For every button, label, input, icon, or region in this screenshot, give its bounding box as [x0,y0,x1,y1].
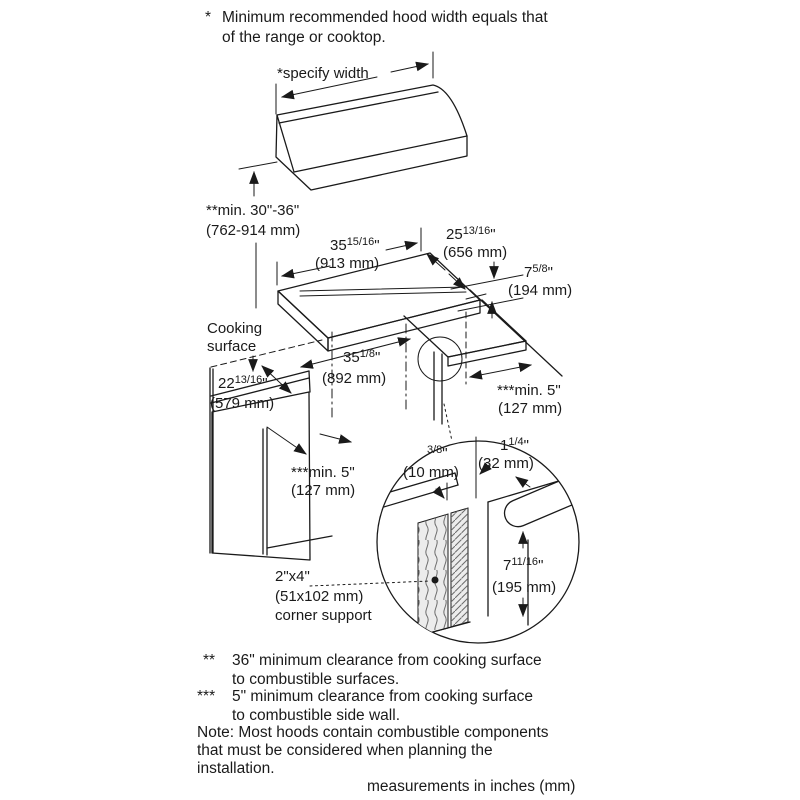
dim-arrow-b [320,434,351,442]
cabinet-interior-edge [263,428,267,555]
counter-depth-label: $22^{13/16}$" [218,374,268,392]
general-note-line2: that must be considered when planning the [197,742,493,759]
detail-depth-mm: (195 mm) [492,579,557,596]
bottom-notes [197,652,549,777]
cooktop-width-mm: (913 mm) [315,255,380,272]
cutout-width-label: $35^{1/8}$" [343,348,381,366]
corner-support-line1: 2"x4" [275,568,310,585]
hood-skirt-line [294,136,467,172]
detail-source-circle [418,337,462,381]
clearance36-line2: to combustible surfaces. [232,671,400,688]
dim-cutout-width [301,339,410,387]
general-note-line1: Note: Most hoods contain combustible components [197,724,549,741]
dim-hood-height [206,162,300,308]
corner-support-target-dot [432,577,439,584]
corner-support-line3: corner support [275,607,372,624]
side-wall-base [470,290,562,376]
detail-gap-label: $^{3/8}$" [427,444,448,462]
detail-offset-mm: (32 mm) [478,455,534,472]
dim-side-clearance-left [267,427,355,499]
dim-tick [239,162,277,169]
cabinet-bottom-edge [267,536,332,548]
dim-specify-width [276,52,433,114]
corner-post-edge [434,352,442,424]
corner-detail-view [373,436,631,643]
side-clearance-right-label: ***min. 5" [497,382,561,399]
hood-slope-edge [277,115,294,172]
detail-gap-mm: (10 mm) [403,464,459,481]
cooking-surface-line1: Cooking [207,320,263,337]
detail-hatch [451,508,468,627]
dim-arrow-right [386,243,417,250]
hood-depth-label: $7^{5/8}$" [524,263,553,281]
detail-offset-arrow-b [516,477,530,487]
top-note-marker: * [205,9,212,26]
top-note-line1: Minimum recommended hood width equals that [222,9,548,26]
hood-outline [276,85,467,190]
cooking-surface-callout [207,320,322,371]
right-counter-front-band [448,341,526,366]
clearance36-line1: 36" minimum clearance from cooking surface [232,652,542,669]
general-note-line3: installation. [197,760,275,777]
side-clearance-left-label: ***min. 5" [291,464,355,481]
cutout-left-front-corner [309,371,310,392]
dim-counter-depth [210,366,291,412]
hood-height-mm: (762-914 mm) [206,222,301,239]
specify-width-label: *specify width [277,65,369,82]
dim-arrow-a [267,427,306,454]
clearance5-marker: *** [197,688,216,705]
detail-2x4-grain [418,514,448,636]
hood-drawing [276,85,467,190]
right-counter-top [404,300,526,357]
side-clearance-left-mm: (127 mm) [291,482,356,499]
side-clearance-right-mm: (127 mm) [498,400,563,417]
detail-depth-label: $7^{11/16}$" [503,556,544,574]
detail-offset-label: $1^{1/4}$" [500,436,529,454]
dim-side-clearance-right [466,312,562,417]
cooktop-depth-label: $25^{13/16}$" [446,225,496,243]
detail-connector-dotted [444,404,452,441]
clearance36-marker: ** [203,652,216,669]
corner-support-leader-dotted [310,581,430,586]
top-note-line2: of the range or cooktop. [222,29,386,46]
dim-arrow [470,365,531,377]
cooking-surface-line2: surface [207,338,257,355]
corner-support-callout [275,568,439,624]
cooktop-depth-mm: (656 mm) [443,244,508,261]
counter-depth-mm: (579 mm) [210,395,275,412]
hood-top-band-line [279,92,438,123]
cooktop-front-band [328,300,480,351]
cooktop-left-band [278,291,328,351]
detail-contents [373,455,631,636]
corner-support-line2: (51x102 mm) [275,588,364,605]
clearance5-line1: 5" minimum clearance from cooking surface [232,688,533,705]
clearance5-line2: to combustible side wall. [232,707,400,724]
cutout-width-mm: (892 mm) [322,370,387,387]
hood-height-label: **min. 30"-36" [206,202,300,219]
top-note [205,9,548,46]
cooktop-width-label: $35^{15/16}$" [330,236,380,254]
counter-back-edge [300,287,466,296]
units-note: measurements in inches (mm) [367,778,576,795]
hood-depth-mm: (194 mm) [508,282,573,299]
dim-arrow-right [391,64,428,72]
